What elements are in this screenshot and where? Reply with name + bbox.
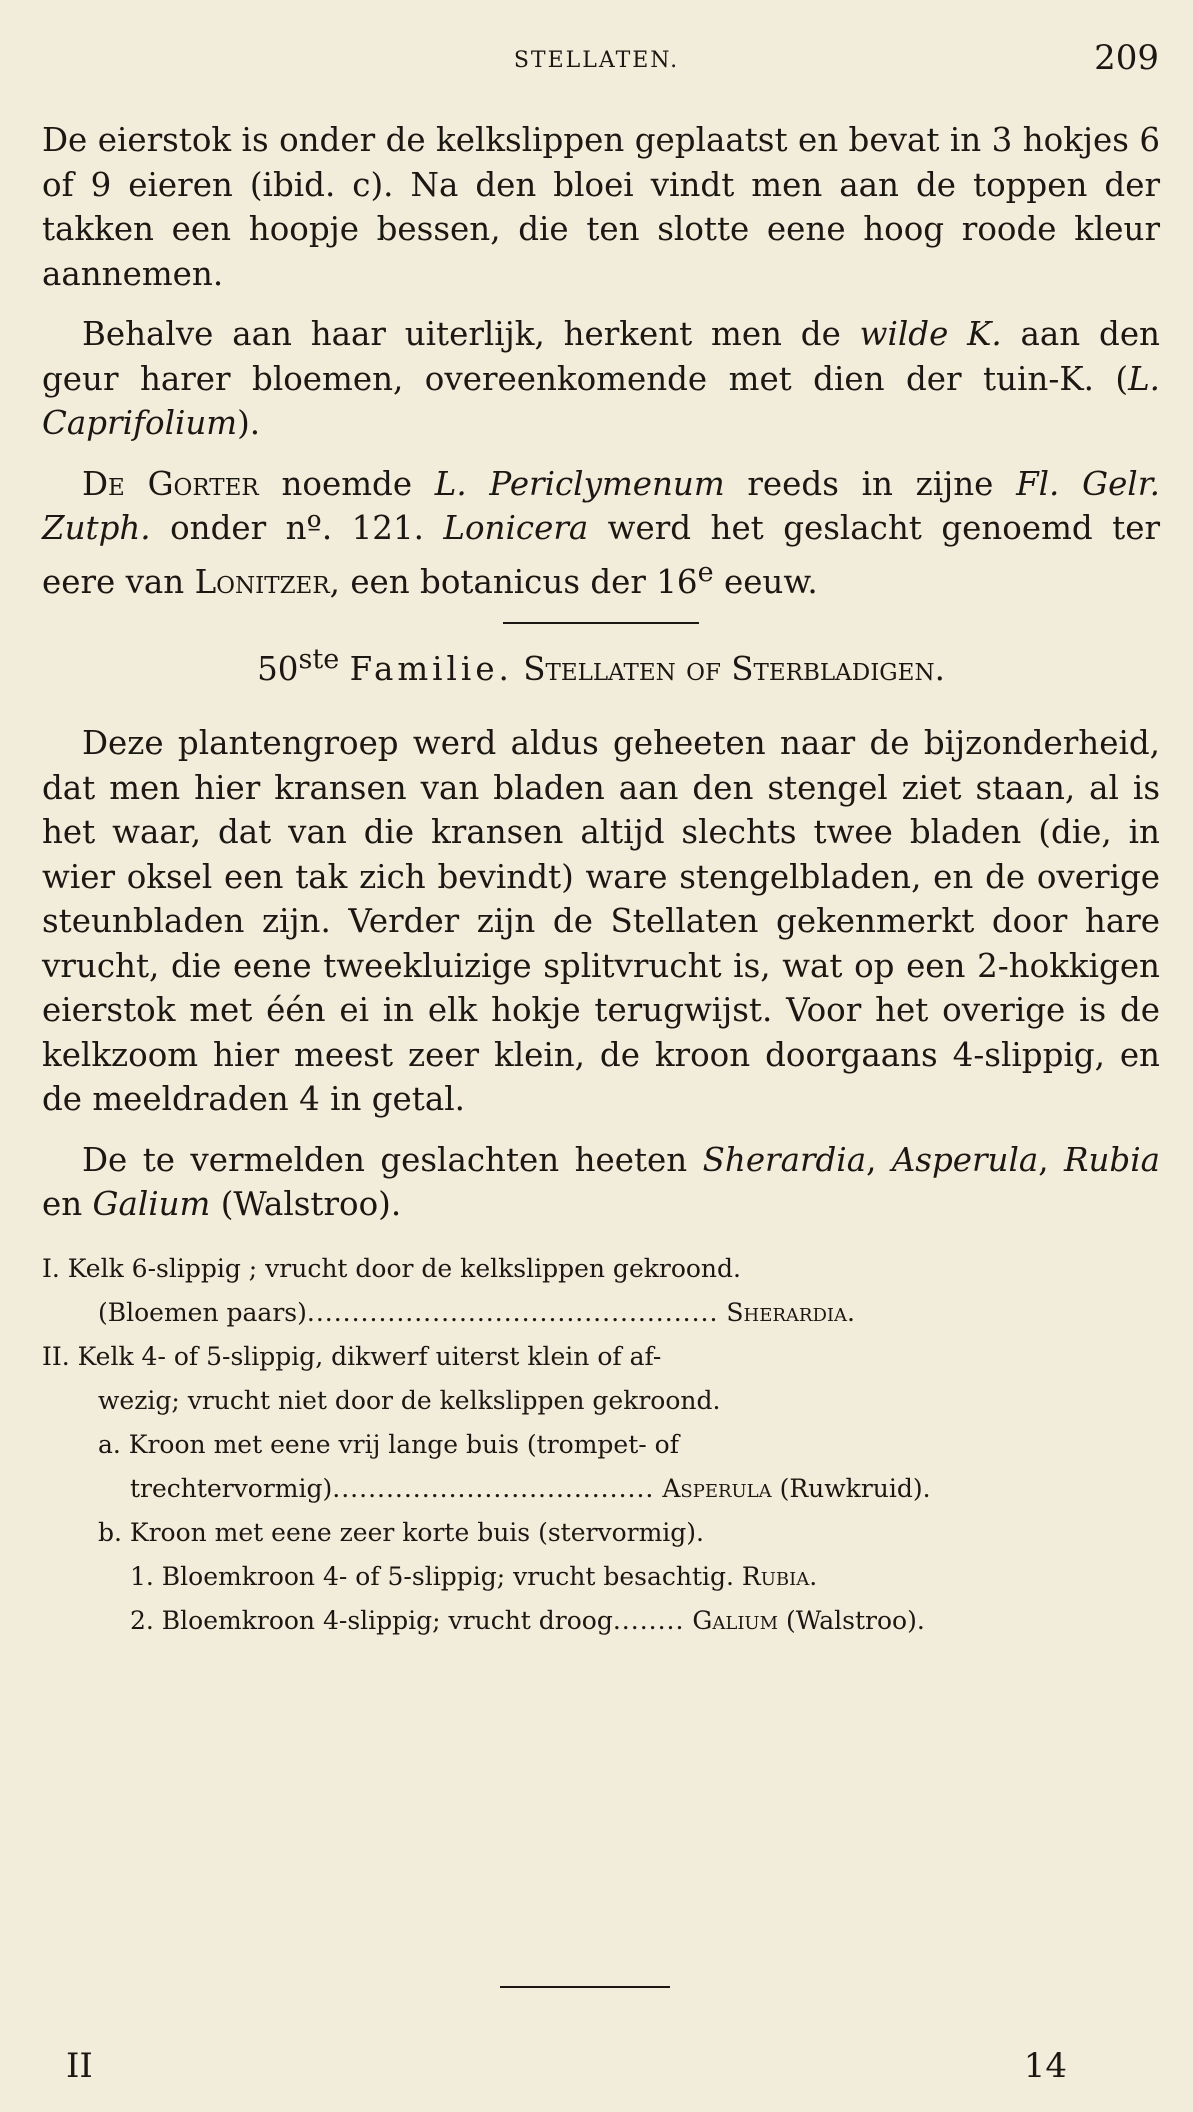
page-footer [0, 2046, 1193, 2096]
genus-name: Rubia. [741, 1561, 818, 1591]
family-heading [42, 638, 1160, 691]
text-run: noemde [258, 464, 435, 503]
text-run: trechtervormig) [130, 1473, 333, 1503]
key-line [42, 1599, 1160, 1643]
paragraph-de-gorter [42, 462, 1160, 604]
text-run: en [42, 1185, 93, 1224]
text-run: Behalve aan haar uiterlijk, herkent men de [82, 315, 860, 353]
text-run: , [866, 1140, 892, 1179]
family-name: Stellaten of Sterbladigen. [523, 649, 945, 688]
footer-divider [500, 1986, 670, 1988]
genus-name: Galium [692, 1605, 779, 1635]
family-word: Familie. [349, 649, 513, 688]
running-header [0, 38, 1193, 78]
key-line: b. Kroon met eene zeer korte buis (stervormig). [98, 1517, 704, 1547]
page-body [42, 118, 1160, 1643]
running-title: STELLATEN. [513, 48, 680, 73]
key-line: II. Kelk 4- of 5-slippig, dikwerf uiterst klein of af- [42, 1341, 662, 1371]
smallcaps-run: Lonitzer [194, 562, 330, 601]
superscript-run: e [697, 556, 714, 588]
text-run: (Walstroo). [210, 1185, 402, 1224]
paragraph-eierstok: De eierstok is onder de kelkslippen geplaatst en bevat in 3 hokjes 6 of 9 eieren (ibid. c). Na den bloei vindt men aan de toppen der takken een hoopje bessen, die ten slotte eene hoog roode kleur aannemen. [42, 121, 1160, 293]
page-number: 209 [1094, 38, 1159, 78]
text-run: (Ruwkruid). [771, 1473, 931, 1503]
text-run: De te vermelden geslachten heeten [82, 1140, 703, 1179]
italic-run: Galium [92, 1185, 211, 1224]
family-number: 50 [257, 649, 299, 688]
text-run: (Walstroo). [778, 1605, 925, 1635]
paragraph-geslachten [42, 1138, 1160, 1227]
key-line: wezig; vrucht niet door de kelkslippen gekroond. [98, 1385, 721, 1415]
key-line [42, 1291, 1160, 1335]
genus-name: Sherardia. [726, 1297, 855, 1327]
family-number-suffix: ste [298, 643, 340, 675]
text-run: eeuw. [713, 562, 818, 601]
leader-dots: ........ [612, 1605, 685, 1635]
paragraph-plantengroep: Deze plantengroep werd aldus geheeten naar de bijzonderheid, dat men hier kransen van bladen aan den stengel ziet staan, al is het waar, dat van die kransen altijd slechts twee bladen (die, in wier oksel een tak zich bevindt) ware stengelbladen, en de overige steunbladen zijn. Verder zijn de Stellaten gekenmerkt door hare vrucht, die eene tweekluizige splitvrucht is, wat op een 2-hokkigen eierstok met één ei in elk hokje terugwijst. Voor het overige is de kelkzoom hier meest zeer klein, de kroon doorgaans 4-slippig, en de meeldraden 4 in getal. [42, 724, 1160, 1119]
identification-key [42, 1247, 1160, 1643]
leader-dots: .............................................. [306, 1297, 719, 1327]
leader-dots: .................................... [332, 1473, 655, 1503]
key-line [42, 1555, 1160, 1599]
sheet-number: 14 [1023, 2046, 1067, 2086]
smallcaps-run: De Gorter [82, 464, 259, 503]
text-run: ). [237, 404, 261, 442]
italic-run: L. Caprifolium [42, 359, 1160, 442]
section-divider [503, 622, 699, 624]
genus-name: Asperula [662, 1473, 772, 1503]
italic-run: L. Periclymenum [434, 464, 725, 503]
text-run: 2. Bloemkroon 4-slippig; vrucht droog [130, 1605, 613, 1635]
paragraph-behalve [42, 312, 1160, 446]
text-run: aan den geur harer bloemen, overeenkomende met dien der tuin-K. ( [42, 315, 1160, 398]
italic-run: Asperula [891, 1140, 1039, 1179]
text-run: , een botanicus der 16 [329, 562, 698, 601]
italic-run: Lonicera [443, 509, 589, 547]
signature-mark: II [66, 2046, 93, 2086]
text-run: , [1038, 1140, 1065, 1179]
text-run: 1. Bloemkroon 4- of 5-slippig; vrucht besachtig. [130, 1561, 742, 1591]
key-line [42, 1467, 1160, 1511]
text-run: onder nº. 121. [150, 509, 444, 547]
key-line: I. Kelk 6-slippig ; vrucht door de kelkslippen gekroond. [42, 1253, 741, 1283]
text-run: reeds in zijne [724, 464, 1017, 503]
italic-run: Sherardia [702, 1140, 867, 1179]
italic-run: Fl. Gelr. Zutph. [42, 464, 1160, 547]
italic-run: Rubia [1064, 1140, 1160, 1179]
text-run: werd het geslacht genoemd ter eere van [42, 509, 1160, 601]
key-line: a. Kroon met eene vrij lange buis (trompet- of [98, 1429, 679, 1459]
italic-run: wilde K. [859, 315, 1002, 353]
text-run: (Bloemen paars) [98, 1297, 307, 1327]
